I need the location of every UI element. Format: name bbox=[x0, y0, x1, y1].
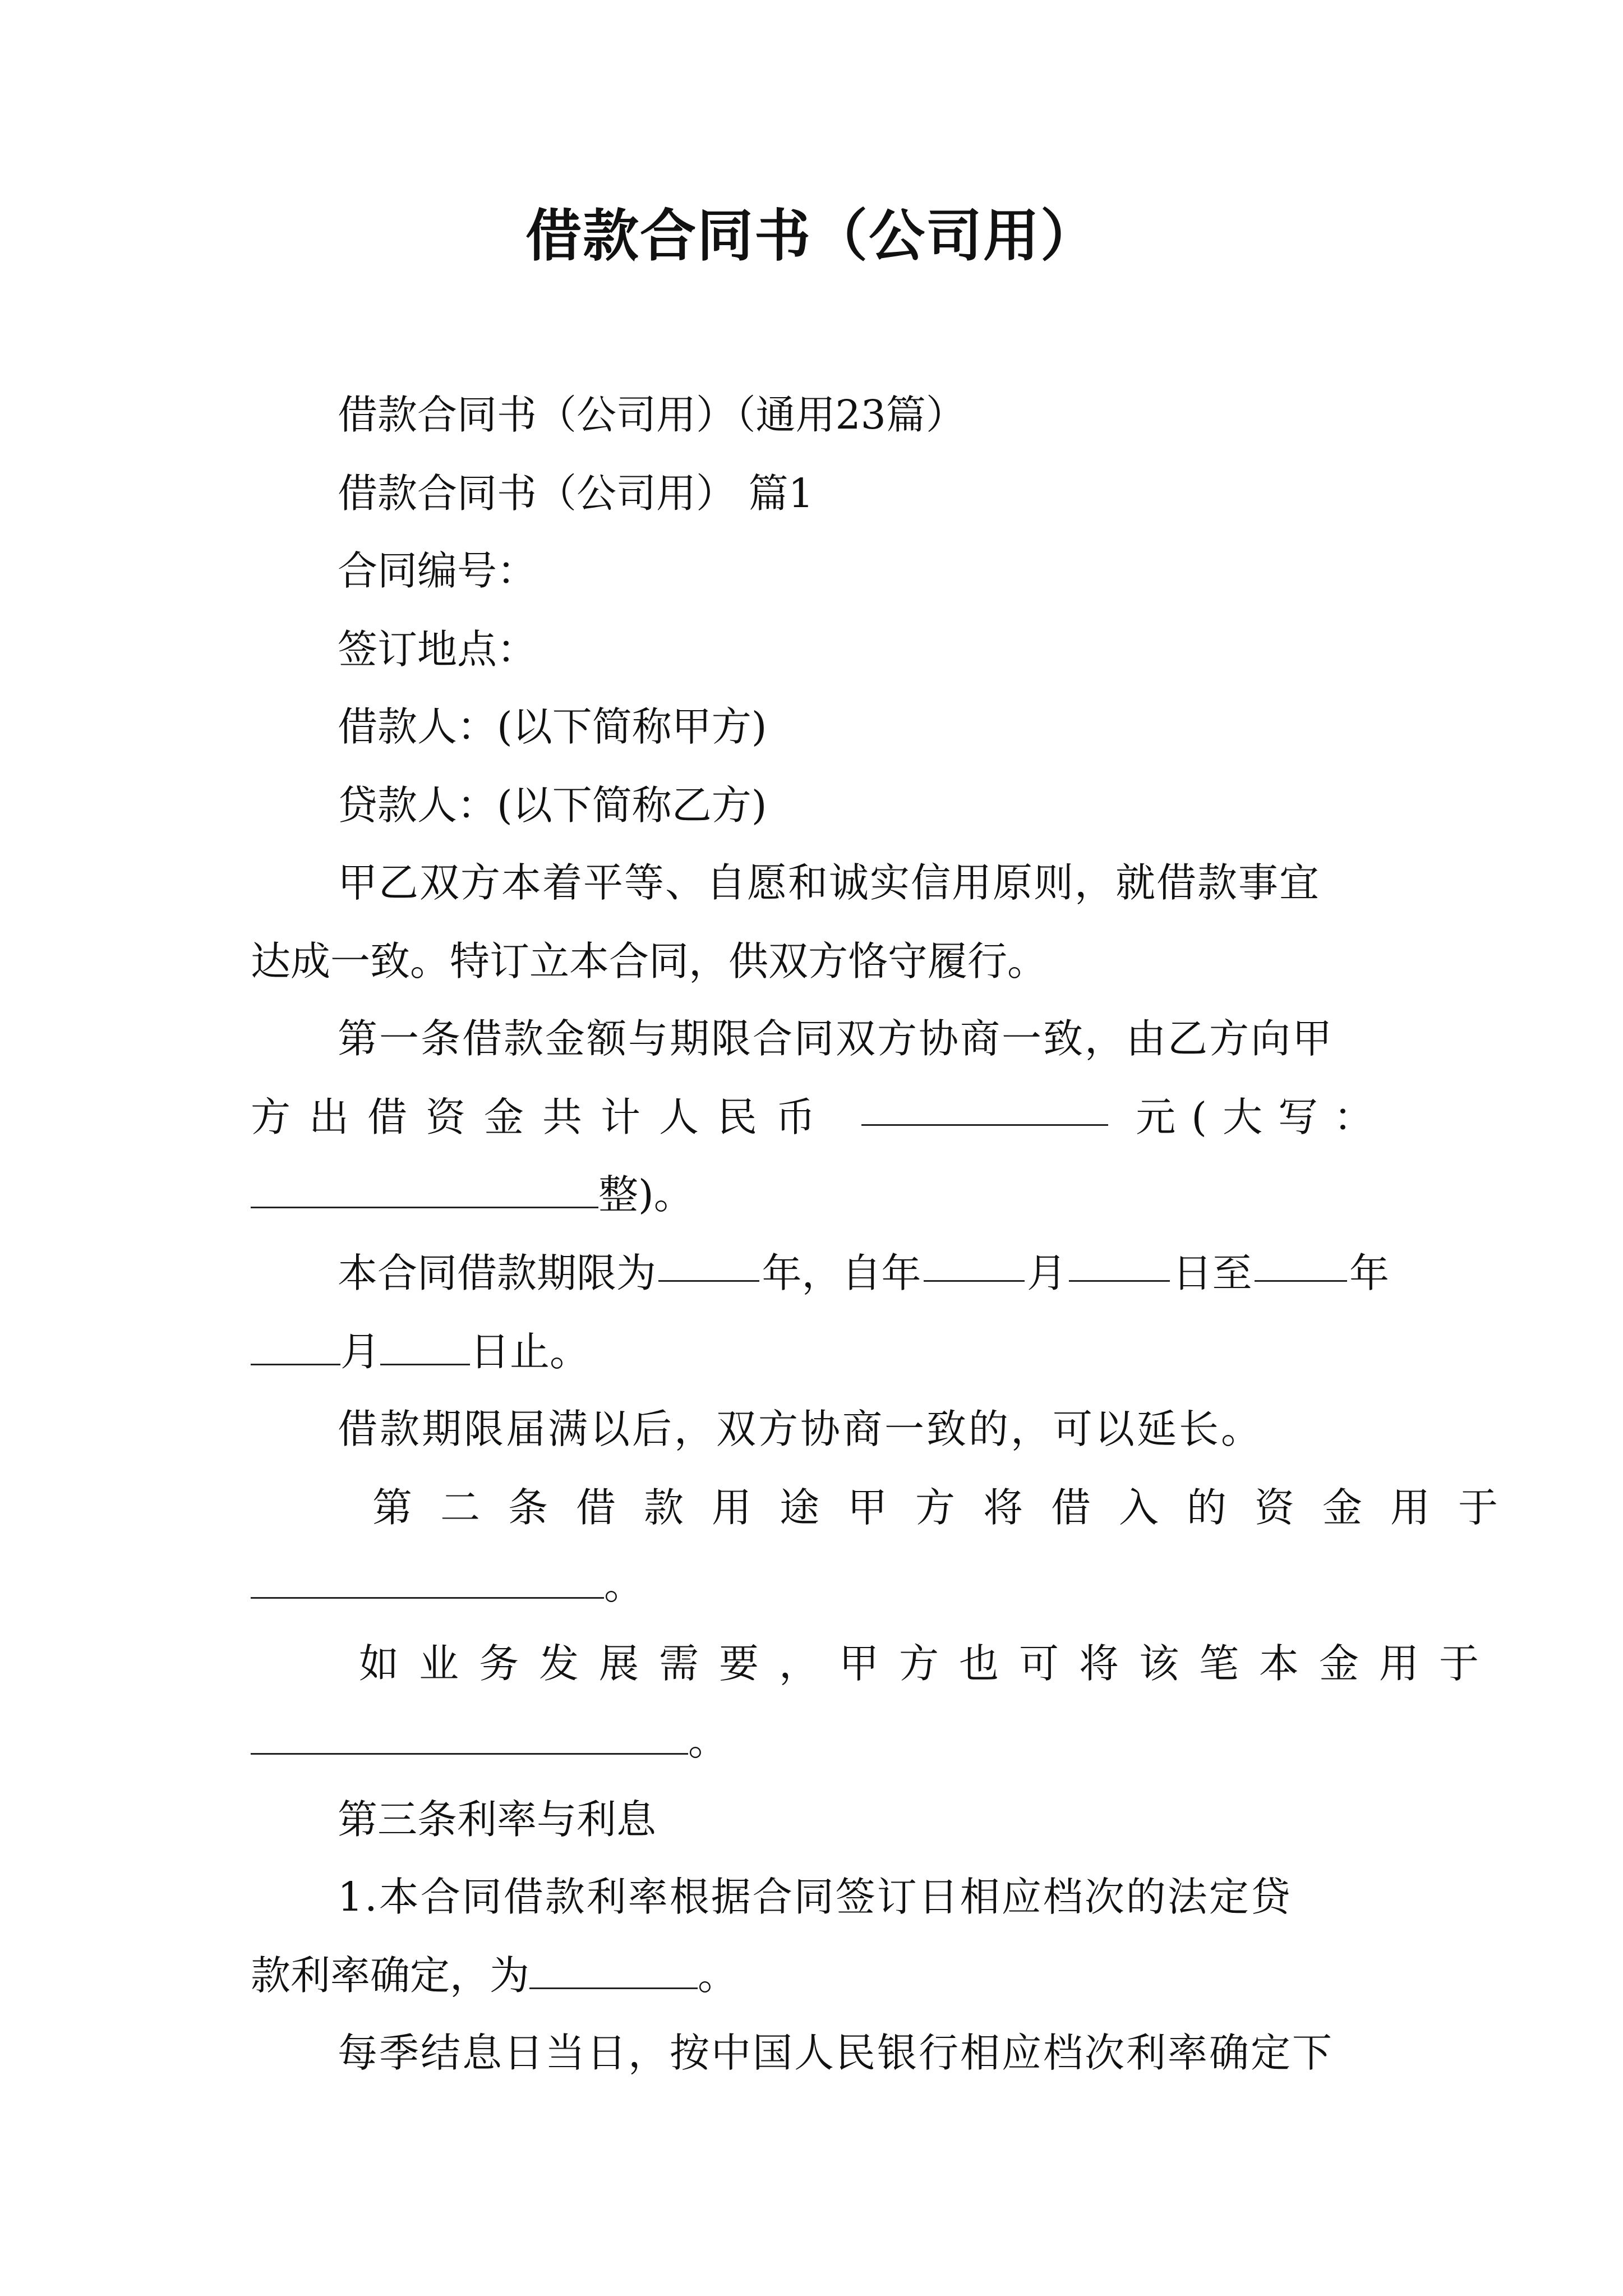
amount-words-blank bbox=[251, 1172, 598, 1208]
paragraph-line: 1.本合同借款利率根据合同签订日相应档次的法定贷 bbox=[338, 1874, 1292, 1920]
document-title: 借款合同书（公司用） bbox=[525, 203, 1098, 269]
text-segment: 元(大写： bbox=[1136, 1094, 1389, 1140]
section-heading: 第三条利率与利息 bbox=[338, 1796, 657, 1843]
section-heading: 借款合同书（公司用） 篇1 bbox=[338, 470, 814, 517]
text-segment: 整)。 bbox=[598, 1171, 694, 1218]
text-segment: 款利率确定，为 bbox=[251, 1952, 530, 1999]
blank bbox=[658, 1245, 759, 1282]
paragraph-line: 借款期限届满以后，双方协商一致的，可以延长。 bbox=[338, 1406, 1264, 1452]
paragraph-line: 每季结息日当日，按中国人民银行相应档次利率确定下 bbox=[338, 2030, 1334, 2076]
paragraph-line bbox=[359, 1636, 1500, 1692]
text-segment: 月 bbox=[1026, 1250, 1067, 1296]
text-segment: 第二条借款用途甲方将借入的资金用于 bbox=[372, 1484, 1527, 1531]
paragraph-line bbox=[251, 1089, 1389, 1145]
amount-blank bbox=[861, 1089, 1108, 1126]
blank bbox=[1255, 1245, 1347, 1282]
paragraph-line bbox=[251, 1167, 1389, 1223]
paragraph-line bbox=[251, 1557, 1389, 1613]
text-segment: 。 bbox=[688, 1718, 728, 1764]
paragraph-line bbox=[372, 1480, 1527, 1536]
contract-number-label: 合同编号： bbox=[338, 547, 537, 594]
text-segment: 本合同借款期限为 bbox=[338, 1250, 657, 1296]
text-segment: 月 bbox=[340, 1328, 381, 1375]
paragraph-line: 达成一致。特订立本合同，供双方恪守履行。 bbox=[251, 938, 1048, 984]
blank bbox=[251, 1329, 340, 1365]
paragraph-line bbox=[251, 1713, 1389, 1769]
usage-blank bbox=[251, 1562, 604, 1599]
subtitle-line: 借款合同书（公司用）（通用23篇） bbox=[338, 392, 966, 438]
paragraph-line bbox=[338, 1245, 1389, 1301]
borrower-label: 借款人：(以下简称甲方) bbox=[338, 703, 767, 750]
blank bbox=[1069, 1245, 1170, 1282]
text-segment: 日至 bbox=[1172, 1250, 1252, 1296]
paragraph-line bbox=[251, 1324, 1389, 1380]
text-segment: 。 bbox=[604, 1562, 644, 1608]
text-segment: 如业务发展需要，甲方也可将该笔本金用于 bbox=[359, 1640, 1500, 1687]
lender-label: 贷款人：(以下简称乙方) bbox=[338, 782, 767, 829]
text-segment: 方出借资金共计人民币 bbox=[251, 1094, 834, 1140]
rate-blank bbox=[529, 1953, 698, 1989]
signing-place-label: 签订地点： bbox=[338, 626, 537, 673]
alternate-usage-blank bbox=[251, 1718, 688, 1755]
text-segment: 年，自年 bbox=[762, 1250, 921, 1296]
paragraph-line: 第一条借款金额与期限合同双方协商一致，由乙方向甲 bbox=[338, 1015, 1334, 1062]
text-segment: 年 bbox=[1349, 1250, 1389, 1296]
paragraph-line: 甲乙双方本着平等、自愿和诚实信用原则，就借款事宜 bbox=[338, 859, 1321, 906]
text-segment: 。 bbox=[698, 1952, 738, 1999]
blank bbox=[924, 1245, 1025, 1282]
blank bbox=[380, 1329, 470, 1365]
text-segment: 日止。 bbox=[470, 1328, 590, 1375]
paragraph-line bbox=[251, 1948, 1389, 2004]
